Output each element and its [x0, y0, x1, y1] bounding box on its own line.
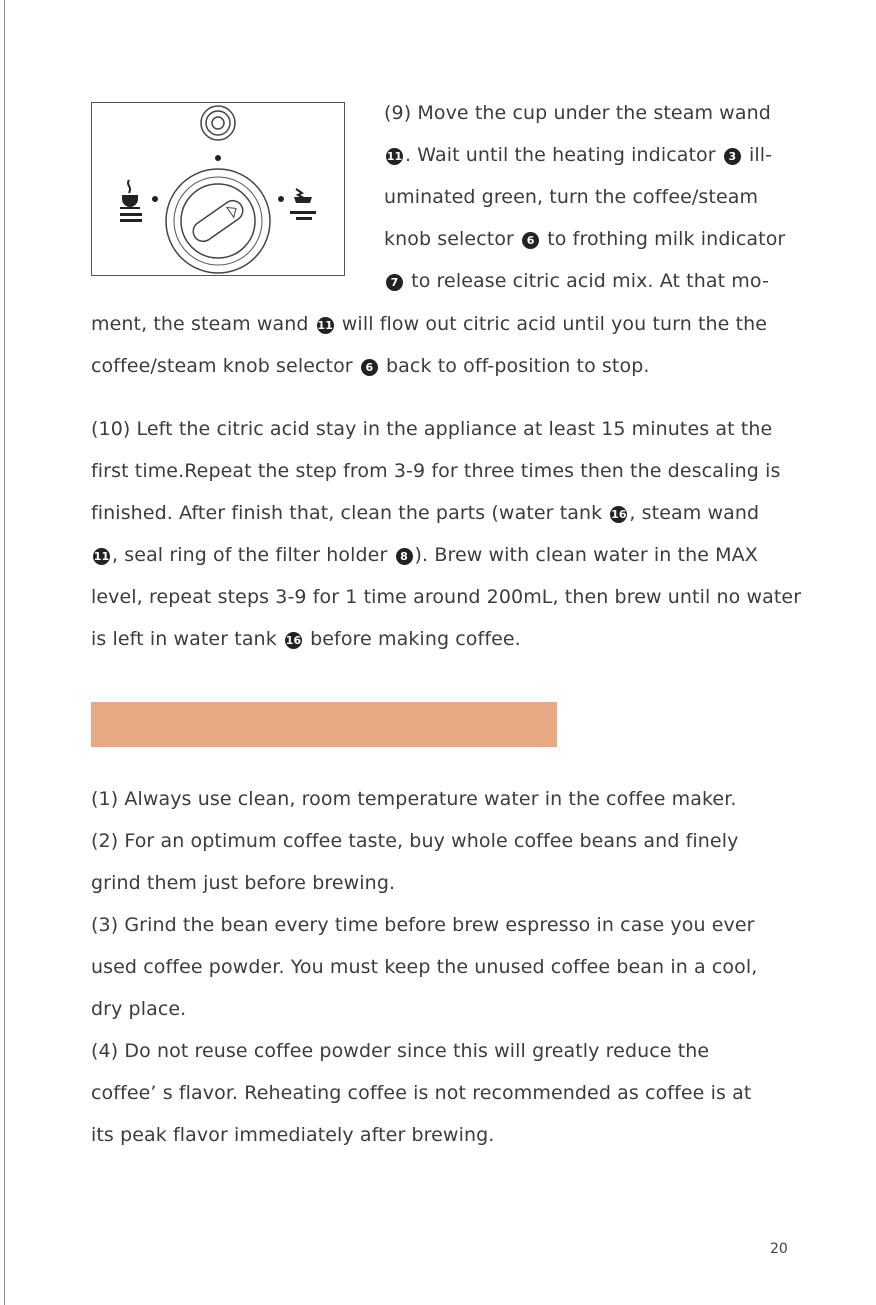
para9-line2: 11 . Wait until the heating indicator 3 ill- [386, 144, 773, 166]
part-number-badge: 7 [386, 274, 403, 291]
para10-line6: is left in water tank 16 before making coffee. [91, 628, 521, 650]
tip-4-line1: (4) Do not reuse coffee powder since this will greatly reduce the [91, 1040, 710, 1062]
para9-line4: knob selector 6 to frothing milk indicator [384, 228, 786, 250]
heating-indicator-dot [215, 155, 221, 161]
steam-icon [294, 189, 312, 203]
para10-line1: (10) Left the citric acid stay in the appliance at least 15 minutes at the [91, 418, 773, 440]
para10-line3: finished. After finish that, clean the parts (water tank 16 , steam wand [91, 502, 760, 524]
tip-4-line3: its peak flavor immediately after brewing. [91, 1124, 495, 1146]
part-number-badge: 11 [386, 150, 403, 163]
para9-line7: coffee/steam knob selector 6 back to off-position to stop. [91, 355, 650, 377]
page-edge-line [4, 0, 5, 1305]
para9-line1: (9) Move the cup under the steam wand [384, 102, 771, 124]
coffee-indicator-dot [152, 196, 158, 202]
part-number-badge: 8 [396, 548, 413, 565]
tip-4-line2: coffee’ s flavor. Reheating coffee is not recommended as coffee is at [91, 1082, 752, 1104]
steam-label-mark [290, 211, 316, 214]
knob-handle [189, 197, 246, 246]
para10-line5: level, repeat steps 3-9 for 1 time around 200mL, then brew until no water [91, 586, 802, 608]
coffee-icon [120, 180, 140, 209]
para9-line3: uminated green, turn the coffee/steam [384, 186, 759, 208]
knob-diagram [92, 103, 346, 277]
part-number-badge: 11 [93, 550, 110, 563]
page-number: 20 [770, 1241, 788, 1257]
tip-3-line2: used coffee powder. You must keep the unused coffee bean in a cool, [91, 956, 758, 978]
para9-line5: 7 to release citric acid mix. At that mo- [384, 269, 769, 293]
coffee-label-mark [120, 213, 142, 216]
tip-3-line1: (3) Grind the bean every time before brew espresso in case you ever [91, 914, 755, 936]
part-number-badge: 16 [611, 508, 627, 521]
tip-1: (1) Always use clean, room temperature water in the coffee maker. [91, 788, 737, 810]
power-button-center [212, 117, 224, 129]
part-number-badge: 6 [361, 359, 378, 376]
part-number-badge: 6 [522, 232, 539, 249]
para9-line6: ment, the steam wand 11 will flow out citric acid until you turn the the [91, 313, 768, 335]
part-number-badge: 11 [317, 319, 333, 332]
para10-line4: 11 , seal ring of the filter holder 8 ). Brew with clean water in the MAX [93, 544, 758, 566]
part-number-badge: 16 [285, 634, 302, 647]
tip-2-line2: grind them just before brewing. [91, 872, 396, 894]
steam-indicator-dot [278, 196, 284, 202]
part-number-badge: 3 [724, 148, 741, 165]
power-button-ring [206, 111, 230, 135]
tip-3-line3: dry place. [91, 998, 187, 1020]
tip-2-line1: (2) For an optimum coffee taste, buy whole coffee beans and finely [91, 830, 739, 852]
para10-line2: first time.Repeat the step from 3-9 for three times then the descaling is [91, 460, 781, 482]
section-header-bar [91, 702, 557, 747]
control-panel-illustration [91, 102, 345, 276]
